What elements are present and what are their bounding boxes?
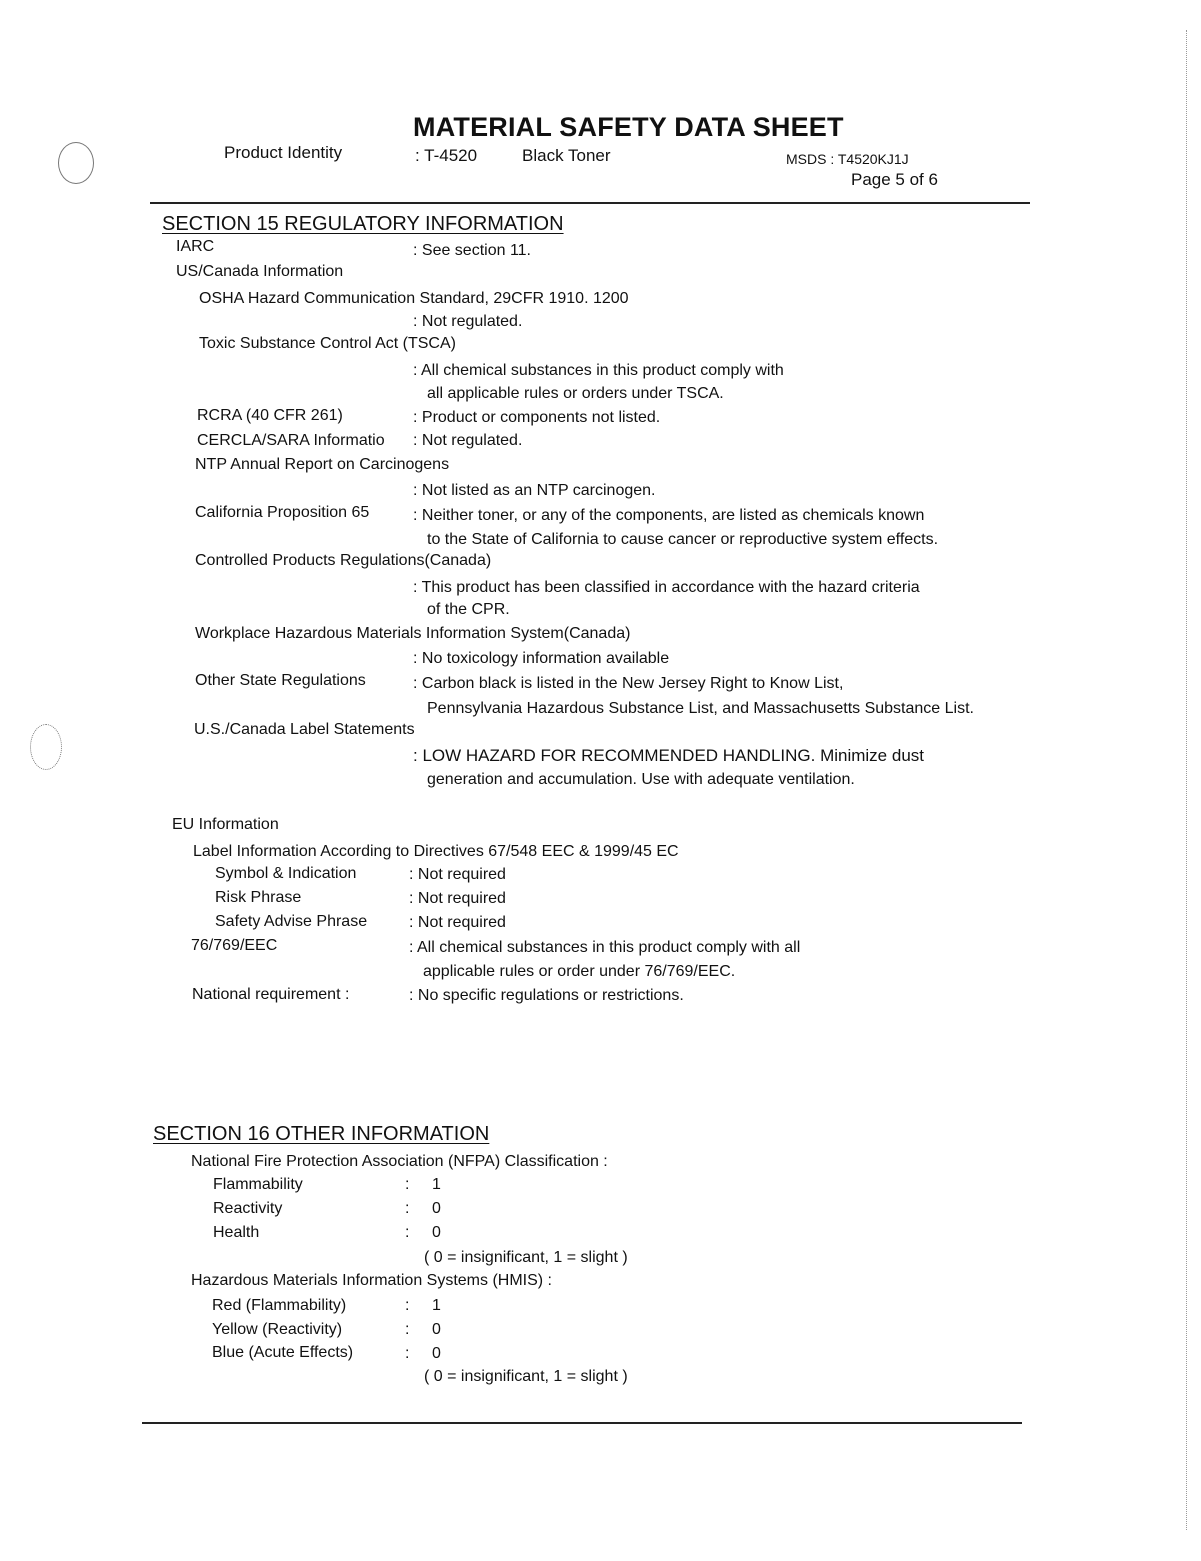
cpr-value-line2: of the CPR. [427,601,510,618]
risk-label: Risk Phrase [215,889,302,906]
cpr-value-line1: : This product has been classified in accordance with the hazard criteria [413,579,920,596]
symbol-label: Symbol & Indication [215,865,357,882]
eec-label: 76/769/EEC [191,937,278,954]
nfpa-item-label: Health [213,1224,260,1241]
other-state-label: Other State Regulations [195,672,366,689]
prop65-value-line1: : Neither toner, or any of the components, are listed as chemicals known [413,507,925,524]
nfpa-item-value: 0 [432,1224,441,1241]
hmis-item-label: Yellow (Reactivity) [212,1321,343,1338]
nfpa-item-value: 0 [432,1200,441,1217]
hmis-label: Hazardous Materials Information Systems (HMIS) : [191,1272,552,1289]
whmis-label: Workplace Hazardous Materials Information System(Canada) [195,625,631,642]
other-state-value-line1: : Carbon black is listed in the New Jersey Right to Know List, [413,675,844,692]
rcra-value: : Product or components not listed. [413,409,661,426]
label-statements-value-line1: : LOW HAZARD FOR RECOMMENDED HANDLING. Minimize dust [413,746,924,765]
nfpa-legend: ( 0 = insignificant, 1 = slight ) [424,1249,628,1266]
hmis-item-label: Red (Flammability) [212,1297,347,1314]
hmis-item-label: Blue (Acute Effects) [212,1344,354,1361]
nfpa-colon: : [405,1224,410,1241]
hmis-item-value: 1 [432,1297,441,1314]
hmis-legend: ( 0 = insignificant, 1 = slight ) [424,1368,628,1385]
prop65-label: California Proposition 65 [195,504,370,521]
document-title: MATERIAL SAFETY DATA SHEET [413,112,844,142]
ntp-value: : Not listed as an NTP carcinogen. [413,482,656,499]
product-name: Black Toner [522,146,611,165]
label-statements-value-line2: generation and accumulation. Use with adequate ventilation. [427,771,855,788]
iarc-value: : See section 11. [413,242,531,259]
nfpa-item-label: Reactivity [213,1200,283,1217]
whmis-value: : No toxicology information available [413,650,670,667]
hmis-colon: : [405,1321,410,1338]
product-identity-value: : T-4520 [415,146,478,165]
eu-heading: EU Information [172,816,279,833]
osha-value: : Not regulated. [413,313,523,330]
eec-value-line1: : All chemical substances in this product comply with all [409,939,801,956]
footer-rule [142,1422,1022,1424]
rcra-label: RCRA (40 CFR 261) [197,407,343,424]
product-identity-label: Product Identity [224,143,343,162]
cpr-label: Controlled Products Regulations(Canada) [195,552,492,569]
national-requirement-value: : No specific regulations or restrictions. [409,987,684,1004]
eec-value-line2: applicable rules or order under 76/769/EEC. [423,963,736,980]
hmis-colon: : [405,1297,410,1314]
iarc-label: IARC [176,238,215,255]
nfpa-colon: : [405,1176,410,1193]
scan-edge [1186,30,1187,1530]
punch-hole-top [58,142,94,184]
tsca-label: Toxic Substance Control Act (TSCA) [199,335,456,352]
cercla-label: CERCLA/SARA Informatio [197,432,385,449]
nfpa-item-label: Flammability [213,1176,303,1193]
osha-label: OSHA Hazard Communication Standard, 29CFR 1910. 1200 [199,290,629,307]
other-state-value-line2: Pennsylvania Hazardous Substance List, and Massachusetts Substance List. [427,700,974,717]
ntp-label: NTP Annual Report on Carcinogens [195,456,450,473]
hmis-item-value: 0 [432,1321,441,1338]
section-15-heading: SECTION 15 REGULATORY INFORMATION [162,213,564,235]
national-requirement-label: National requirement : [192,986,350,1003]
label-statements-label: U.S./Canada Label Statements [194,721,415,738]
tsca-value-line1: : All chemical substances in this product comply with [413,362,784,379]
risk-value: : Not required [409,890,506,907]
eu-label-info: Label Information According to Directives 67/548 EEC & 1999/45 EC [193,843,679,860]
punch-hole-middle [30,724,62,770]
us-canada-heading: US/Canada Information [176,263,344,280]
section-16-heading: SECTION 16 OTHER INFORMATION [153,1123,490,1145]
nfpa-colon: : [405,1200,410,1217]
cercla-value: : Not regulated. [413,432,523,449]
nfpa-item-value: 1 [432,1176,441,1193]
header-rule [150,202,1030,204]
nfpa-label: National Fire Protection Association (NFPA) Classification : [191,1153,608,1170]
page-number: Page 5 of 6 [851,170,938,189]
safety-value: : Not required [409,914,506,931]
hmis-item-value: 0 [432,1345,441,1362]
hmis-colon: : [405,1345,410,1362]
msds-number: MSDS : T4520KJ1J [786,151,909,167]
prop65-value-line2: to the State of California to cause cancer or reproductive system effects. [427,531,939,548]
symbol-value: : Not required [409,866,506,883]
tsca-value-line2: all applicable rules or orders under TSCA. [427,385,724,402]
safety-label: Safety Advise Phrase [215,913,368,930]
